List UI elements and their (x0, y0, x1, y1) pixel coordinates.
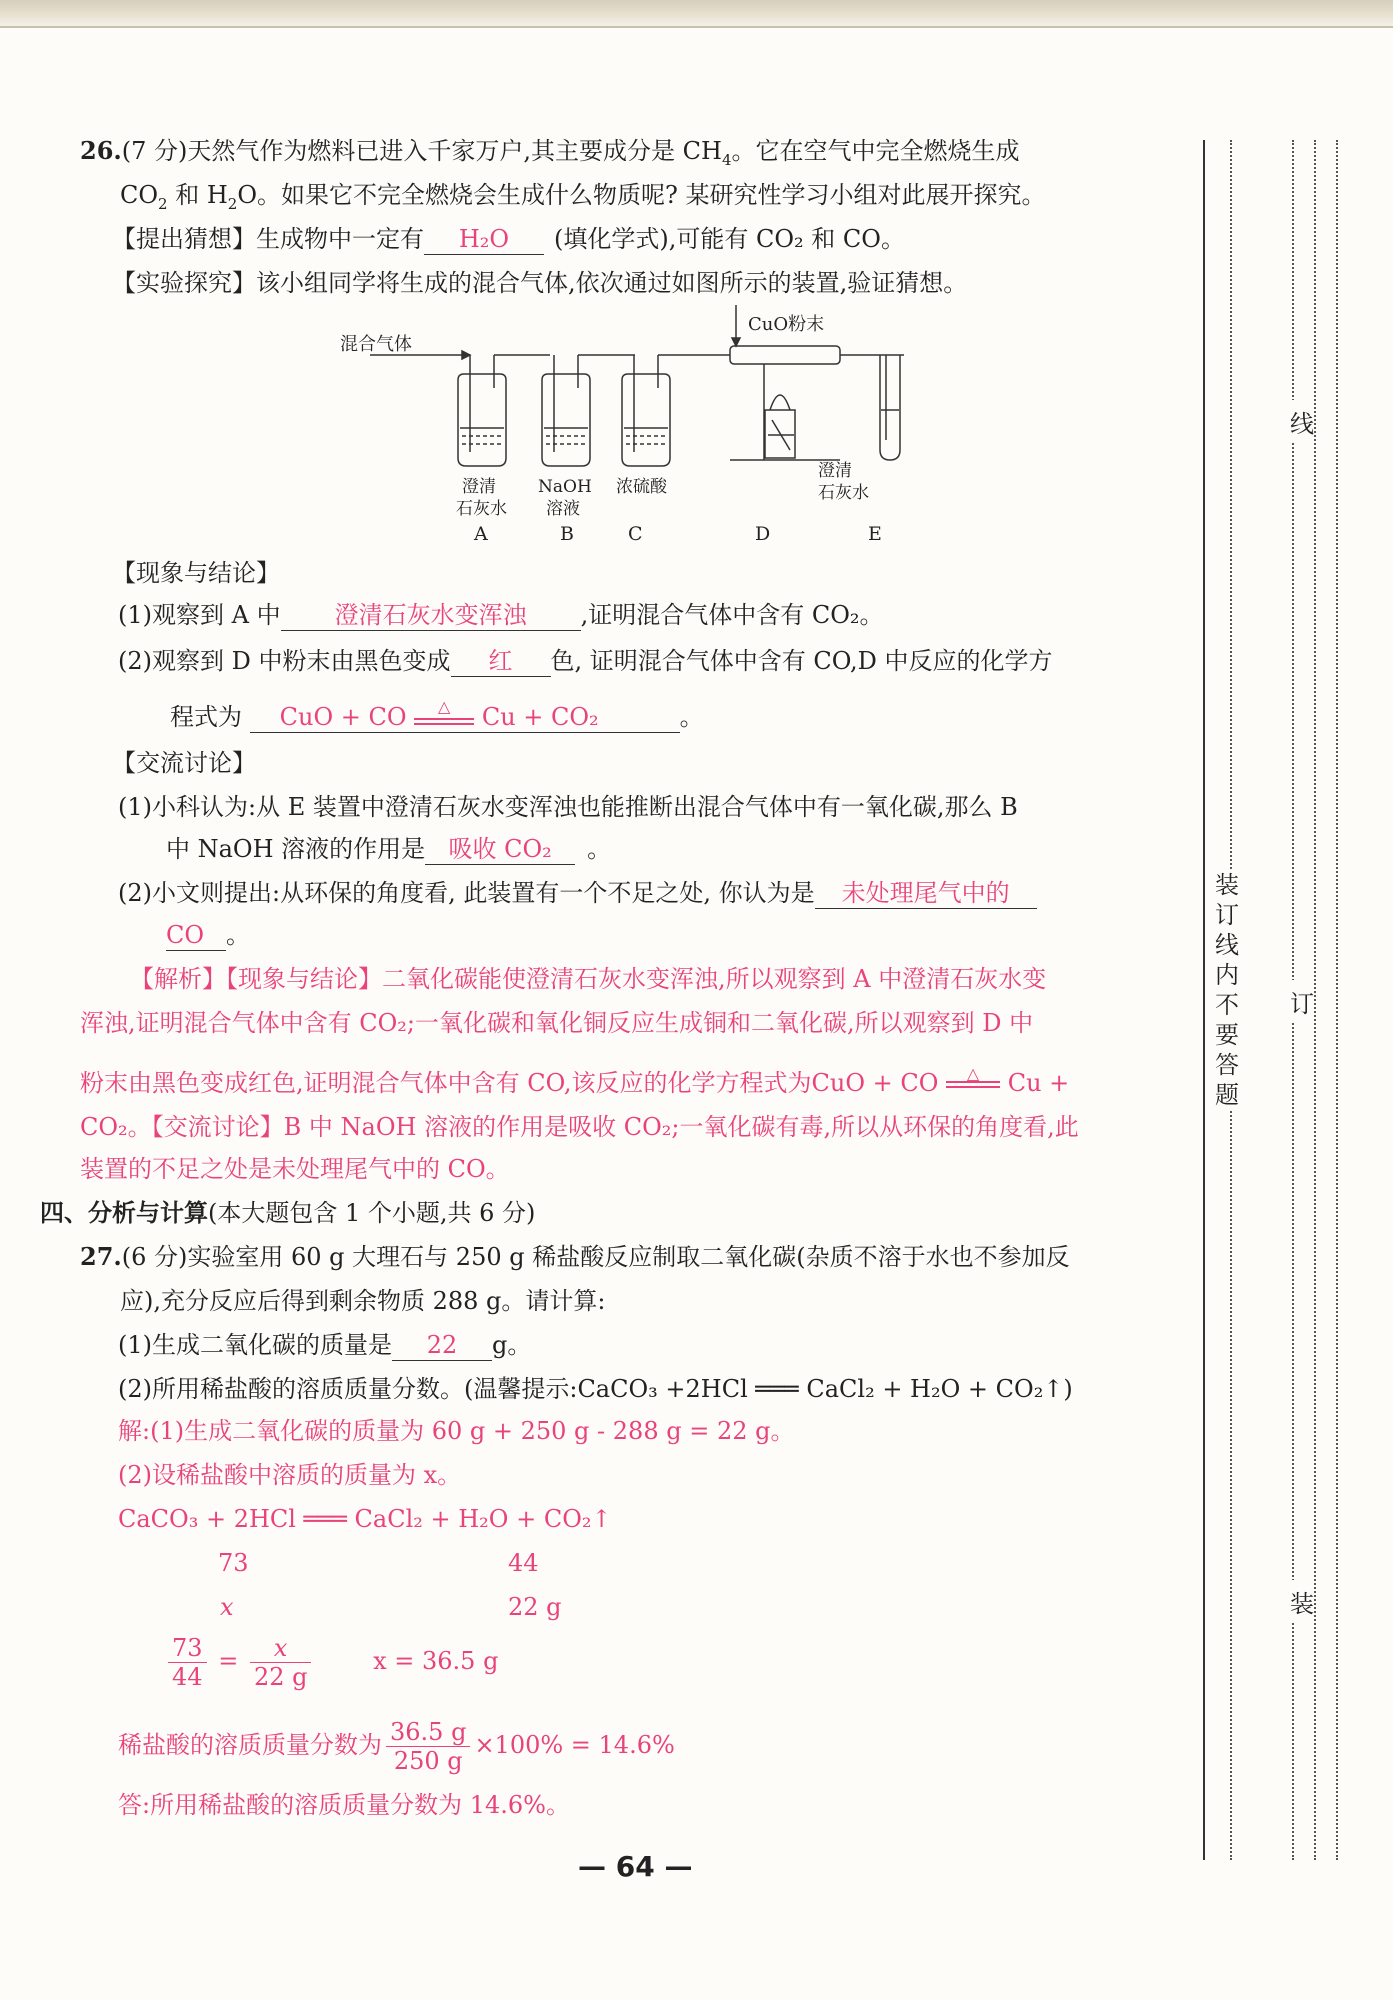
reaction-tube-d (730, 346, 840, 364)
q27-mass-x: x (220, 1593, 234, 1621)
q27-mass-44: 44 (508, 1549, 539, 1577)
q27-number: 27. (80, 1242, 122, 1271)
discussion-title: 【交流讨论】 (112, 749, 256, 777)
ratio-left-fraction: $\frac{73}{44}$ (168, 1634, 207, 1691)
page-top-band (0, 0, 1393, 26)
a-label2: 石灰水 (456, 499, 507, 519)
b-label2: 溶液 (546, 499, 580, 519)
q26-p2: (2)观察到 D 中粉末由黑色变成 红 色, 证明混合气体中含有 CO,D 中反应的化学方 (118, 647, 1053, 675)
q27-line1: 27.(6 分)实验室用 60 g 大理石与 250 g 稀盐酸反应制取二氧化碳(杂质不溶于水也不参加反 (80, 1242, 1070, 1271)
bottle-c (622, 374, 670, 466)
apparatus-diagram (340, 310, 910, 550)
q26-d2-answer1: 未处理尾气中的 (815, 878, 1037, 909)
q26-p2-equation: 程式为 CuO + CO △ Cu + CO₂ 。 (170, 697, 704, 731)
test-tube-e (880, 355, 900, 460)
flame (770, 395, 790, 410)
q26-d2-line2: CO 。 (166, 921, 250, 949)
q26-p2-eq-answer: CuO + CO △ Cu + CO₂ (250, 702, 680, 733)
q26-guess-answer: H₂O (424, 224, 544, 255)
q26-guess: 【提出猜想】生成物中一定有 H₂O (填化学式),可能有 CO₂ 和 CO。 (112, 225, 905, 253)
letter-a: A (474, 523, 488, 545)
q27-mass-22g: 22 g (508, 1593, 562, 1621)
letter-c: C (628, 523, 643, 545)
b-label1: NaOH (538, 477, 592, 497)
q27-ratio: $\frac{73}{44}$ = $\frac{x}{22 g}$ x = 36.5 g (164, 1634, 498, 1691)
binding-xian: 线 (1290, 400, 1314, 443)
cuo-arrow-icon (732, 338, 740, 346)
phenomena-title: 【现象与结论】 (112, 559, 280, 587)
page-top-edge (0, 26, 1393, 28)
q26-p1-answer: 澄清石灰水变浑浊 (281, 600, 581, 631)
binding-zhuang: 装 (1290, 1580, 1314, 1623)
q26-line2: $CO_2$ 和 $H_2O$。如果它不完全燃烧会生成什么物质呢? 某研究性学习小组对此展开探究。 (120, 181, 1046, 213)
q27-solution-equation: CaCO₃ + 2HCl ═══ CaCl₂ + H₂O + CO₂↑ (118, 1505, 612, 1533)
section4-heading: 四、分析与计算(本大题包含 1 个小题,共 6 分) (40, 1198, 536, 1227)
gas-label: 混合气体 (340, 334, 412, 355)
gas-arrow-icon (462, 351, 470, 359)
binding-ding: 订 (1290, 980, 1314, 1023)
letter-b: B (560, 523, 574, 545)
q27-percentage: 稀盐酸的溶质质量分数为 $\frac{36.5 g}{250 g}$ ×100% = 14.6% (118, 1718, 675, 1775)
e-label2: 石灰水 (818, 483, 869, 503)
q27-line2: 应),充分反应后得到剩余物质 288 g。请计算: (120, 1287, 606, 1315)
binding-notice: 装订线内不要答题 (1212, 870, 1242, 1110)
c-label: 浓硫酸 (616, 477, 667, 497)
q26-p1: (1)观察到 A 中 澄清石灰水变浑浊 ,证明混合气体中含有 CO₂。 (118, 601, 884, 629)
analysis-line2: 浑浊,证明混合气体中含有 CO₂;一氧化碳和氧化铜反应生成铜和二氧化碳,所以观察到 D 中 (80, 1009, 1034, 1037)
q26-d1-line1: (1)小科认为:从 E 装置中澄清石灰水变浑浊也能推断出混合气体中有一氧化碳,那么 B (118, 793, 1018, 821)
letter-d: D (755, 523, 771, 545)
e-label1: 澄清 (818, 461, 852, 481)
bottle-a (458, 374, 506, 466)
bottle-b (542, 374, 590, 466)
q26-p2-answer: 红 (451, 646, 551, 677)
q27-solution2: (2)设稀盐酸中溶质的质量为 x。 (118, 1461, 462, 1489)
a-label1: 澄清 (462, 477, 496, 497)
q26-number: 26. (80, 136, 122, 165)
analysis-line3: 粉末由黑色变成红色,证明混合气体中含有 CO,该反应的化学方程式为CuO + CO △ Cu + (80, 1064, 1070, 1097)
analysis-line5: 装置的不足之处是未处理尾气中的 CO。 (80, 1155, 510, 1183)
page-number: — 64 — (578, 1850, 693, 1883)
cuo-label: CuO粉末 (748, 314, 825, 335)
q27-solution1: 解:(1)生成二氧化碳的质量为 60 g + 250 g - 288 g = 22 g。 (118, 1417, 795, 1445)
q27-s1-answer: 22 (392, 1330, 492, 1361)
q26-line1: 26.(7 分)天然气作为燃料已进入千家万户,其主要成分是 $CH_4$。它在空气中完全燃烧生成 (80, 136, 1020, 169)
q27-mass-73: 73 (218, 1549, 249, 1577)
q26-d2-answer2: CO (166, 920, 226, 951)
q26-d1-line2: 中 NaOH 溶液的作用是 吸收 CO₂ 。 (166, 835, 612, 863)
letter-e: E (868, 523, 882, 545)
q26-explore: 【实验探究】该小组同学将生成的混合气体,依次通过如图所示的装置,验证猜想。 (112, 269, 968, 297)
q27-s1: (1)生成二氧化碳的质量是 22 g。 (118, 1331, 532, 1359)
q26-d2-line1: (2)小文则提出:从环保的角度看, 此装置有一个不足之处, 你认为是 未处理尾气中的 (118, 876, 1037, 910)
pct-fraction: $\frac{36.5 g}{250 g}$ (386, 1718, 470, 1775)
q26-d1-answer: 吸收 CO₂ (425, 834, 575, 865)
analysis-line1: 【解析】【现象与结论】二氧化碳能使澄清石灰水变浑浊,所以观察到 A 中澄清石灰水变 (130, 965, 1047, 993)
q27-answer: 答:所用稀盐酸的溶质质量分数为 14.6%。 (118, 1791, 570, 1819)
q27-s2: (2)所用稀盐酸的溶质质量分数。(温馨提示:CaCO₃ +2HCl ═══ CaCl₂ + H₂O + CO₂↑) (118, 1375, 1073, 1403)
analysis-line4: CO₂。【交流讨论】B 中 NaOH 溶液的作用是吸收 CO₂;一氧化碳有毒,所以从环保的角度看,此 (80, 1113, 1079, 1141)
ratio-right-fraction: $\frac{x}{22 g}$ (250, 1634, 312, 1691)
